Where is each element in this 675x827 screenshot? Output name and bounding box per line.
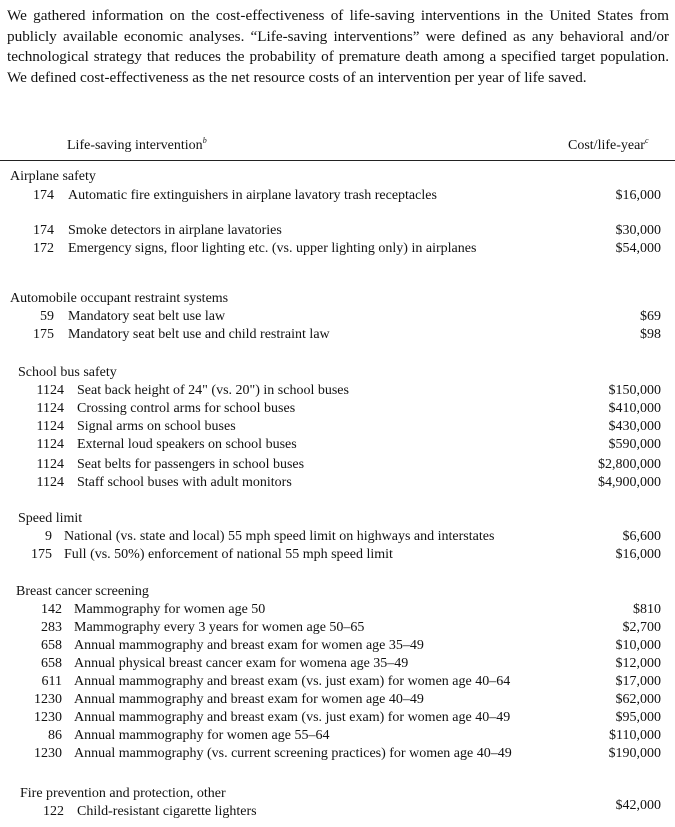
row-ref-number: 86 xyxy=(48,728,62,743)
row-ref-number: 174 xyxy=(33,188,54,203)
footnote-marker-c: c xyxy=(644,136,649,145)
row-ref-number: 1124 xyxy=(36,437,64,452)
row-ref-number: 175 xyxy=(31,547,52,562)
row-cost: $10,000 xyxy=(615,638,661,653)
row-intervention: Automatic fire extinguishers in airplane lavatory trash receptacles xyxy=(68,188,437,203)
column-header-intervention-label: Life-saving intervention xyxy=(67,138,203,153)
column-header-cost-label: Cost/life-year xyxy=(568,138,645,153)
row-intervention: Smoke detectors in airplane lavatories xyxy=(68,223,282,238)
row-intervention: Mandatory seat belt use law xyxy=(68,309,226,324)
row-intervention: Annual mammography and breast exam for women age 35–49 xyxy=(74,638,424,653)
row-ref-number: 1230 xyxy=(34,692,62,707)
footnote-marker-b: b xyxy=(202,136,207,145)
row-ref-number: 122 xyxy=(43,804,64,819)
row-ref-number: 1124 xyxy=(36,383,64,398)
row-ref-number: 1230 xyxy=(34,746,62,761)
group-title-breast-cancer-screening: Breast cancer screening xyxy=(16,584,149,599)
row-cost: $810 xyxy=(633,602,661,617)
row-intervention: Child-resistant cigarette lighters xyxy=(77,804,257,819)
intro-paragraph: We gathered information on the cost-effectiveness of life-saving interventions in the United States from publicly available economic analyses. “Life-saving interventions” were defined as any behavioral and/or technological strategy that reduces the probability of premature death among a specified target population. We defined cost-effectiveness as the net resource costs of an intervention per year of life saved. xyxy=(7,7,669,86)
row-cost: $42,000 xyxy=(615,798,661,813)
row-ref-number: 175 xyxy=(33,327,54,342)
row-cost: $6,600 xyxy=(622,529,661,544)
row-ref-number: 611 xyxy=(41,674,62,689)
row-cost: $2,700 xyxy=(622,620,661,635)
row-ref-number: 1124 xyxy=(36,419,64,434)
group-title-school-bus-safety: School bus safety xyxy=(18,365,117,380)
row-intervention: Annual mammography and breast exam (vs. just exam) for women age 40–49 xyxy=(74,710,511,725)
row-ref-number: 283 xyxy=(41,620,62,635)
row-cost: $17,000 xyxy=(615,674,661,689)
row-ref-number: 142 xyxy=(41,602,62,617)
group-title-fire-prevention: Fire prevention and protection, other xyxy=(20,786,226,801)
row-cost: $95,000 xyxy=(615,710,661,725)
header-rule xyxy=(0,160,675,161)
row-ref-number: 1124 xyxy=(36,457,64,472)
row-intervention: Annual mammography (vs. current screening practices) for women age 40–49 xyxy=(74,746,512,761)
row-cost: $150,000 xyxy=(608,383,661,398)
group-title-airplane-safety: Airplane safety xyxy=(10,169,96,184)
row-intervention: Full (vs. 50%) enforcement of national 55 mph speed limit xyxy=(64,547,393,562)
row-ref-number: 658 xyxy=(41,656,62,671)
row-cost: $16,000 xyxy=(615,188,661,203)
row-cost: $430,000 xyxy=(608,419,661,434)
row-intervention: Emergency signs, floor lighting etc. (vs. upper lighting only) in airplanes xyxy=(68,241,477,256)
row-ref-number: 1230 xyxy=(34,710,62,725)
row-cost: $2,800,000 xyxy=(598,457,661,472)
row-intervention: Seat belts for passengers in school buses xyxy=(77,457,305,472)
row-cost: $190,000 xyxy=(608,746,661,761)
column-header-intervention xyxy=(67,136,207,154)
row-intervention: Annual mammography and breast exam for women age 40–49 xyxy=(74,692,424,707)
group-title-automobile-restraints: Automobile occupant restraint systems xyxy=(10,291,229,306)
row-intervention: Annual mammography and breast exam (vs. just exam) for women age 40–64 xyxy=(74,674,511,689)
row-intervention: Mandatory seat belt use and child restraint law xyxy=(68,327,330,342)
row-intervention: Mammography for women age 50 xyxy=(74,602,266,617)
row-cost: $69 xyxy=(640,309,661,324)
row-ref-number: 658 xyxy=(41,638,62,653)
row-intervention: Seat back height of 24" (vs. 20") in school buses xyxy=(77,383,349,398)
row-ref-number: 1124 xyxy=(36,475,64,490)
row-cost: $62,000 xyxy=(615,692,661,707)
row-cost: $98 xyxy=(640,327,661,342)
row-intervention: External loud speakers on school buses xyxy=(77,437,297,452)
row-ref-number: 9 xyxy=(45,529,52,544)
row-intervention: Crossing control arms for school buses xyxy=(77,401,296,416)
row-cost: $590,000 xyxy=(608,437,661,452)
row-intervention: Annual mammography for women age 55–64 xyxy=(74,728,330,743)
row-intervention: Annual physical breast cancer exam for womena age 35–49 xyxy=(74,656,409,671)
column-header-cost xyxy=(568,136,649,154)
row-cost: $16,000 xyxy=(615,547,661,562)
row-cost: $110,000 xyxy=(609,728,661,743)
row-cost: $54,000 xyxy=(615,241,661,256)
row-cost: $4,900,000 xyxy=(598,475,661,490)
row-intervention: Mammography every 3 years for women age 50–65 xyxy=(74,620,365,635)
row-cost: $12,000 xyxy=(615,656,661,671)
row-cost: $30,000 xyxy=(615,223,661,238)
row-ref-number: 1124 xyxy=(36,401,64,416)
row-ref-number: 174 xyxy=(33,223,54,238)
row-ref-number: 59 xyxy=(40,309,54,324)
row-intervention: National (vs. state and local) 55 mph speed limit on highways and interstates xyxy=(64,529,495,544)
row-intervention: Staff school buses with adult monitors xyxy=(77,475,292,490)
group-title-speed-limit: Speed limit xyxy=(18,511,83,526)
row-intervention: Signal arms on school buses xyxy=(77,419,236,434)
row-cost: $410,000 xyxy=(608,401,661,416)
row-ref-number: 172 xyxy=(33,241,54,256)
